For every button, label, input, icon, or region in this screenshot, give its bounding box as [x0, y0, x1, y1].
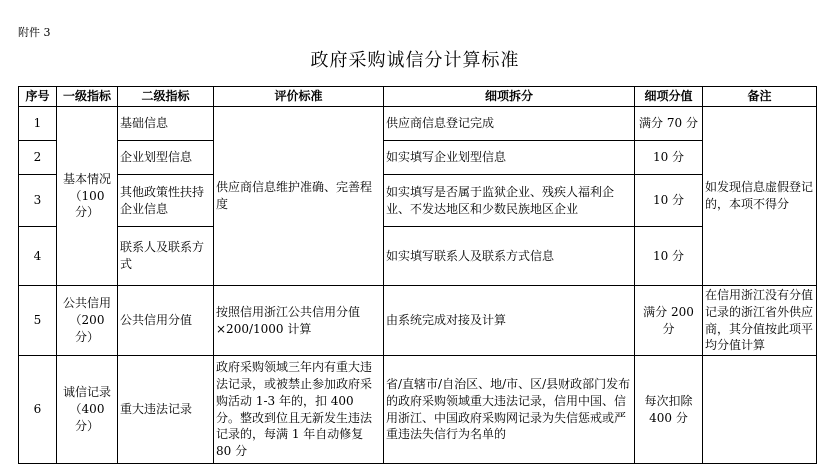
detail-score: 10 分	[635, 141, 703, 175]
level1-indicator: 诚信记录（400 分）	[57, 356, 118, 464]
scoring-table	[18, 86, 817, 464]
detail-breakdown: 如实填写企业划型信息	[384, 141, 635, 175]
detail-breakdown: 由系统完成对接及计算	[384, 286, 635, 356]
detail-score: 10 分	[635, 227, 703, 286]
header-cell: 序号	[19, 87, 57, 107]
level2-indicator: 企业划型信息	[118, 141, 214, 175]
row-number: 3	[19, 175, 57, 227]
level2-indicator: 公共信用分值	[118, 286, 214, 356]
annex-label: 附件 3	[18, 26, 51, 39]
table-row	[19, 107, 817, 141]
remark: 如发现信息虚假登记的，本项不得分	[703, 107, 817, 286]
header-cell: 评价标准	[214, 87, 384, 107]
document-title: 政府采购诚信分计算标准	[310, 50, 520, 71]
row-number: 5	[19, 286, 57, 356]
evaluation-criteria: 供应商信息维护准确、完善程度	[214, 107, 384, 286]
table-row	[19, 141, 817, 175]
detail-score: 满分 70 分	[635, 107, 703, 141]
table-row	[19, 175, 817, 227]
detail-breakdown: 如实填写是否属于监狱企业、残疾人福利企业、不发达地区和少数民族地区企业	[384, 175, 635, 227]
table-row	[19, 227, 817, 286]
detail-score: 每次扣除 400 分	[635, 356, 703, 464]
header-cell: 二级指标	[118, 87, 214, 107]
level1-indicator: 公共信用（200 分）	[57, 286, 118, 356]
detail-breakdown: 省/直辖市/自治区、地/市、区/县财政部门发布的政府采购领域重大违法记录，信用中国、信用浙江、中国政府采购网记录为失信惩戒或严重违法失信行为名单的	[384, 356, 635, 464]
header-cell: 备注	[703, 87, 817, 107]
level2-indicator: 其他政策性扶持企业信息	[118, 175, 214, 227]
row-number: 2	[19, 141, 57, 175]
table-row	[19, 286, 817, 356]
detail-breakdown: 供应商信息登记完成	[384, 107, 635, 141]
remark: 在信用浙江没有分值记录的浙江省外供应商，其分值按此项平均分值计算	[703, 286, 817, 356]
remark	[703, 356, 817, 464]
row-number: 1	[19, 107, 57, 141]
detail-score: 10 分	[635, 175, 703, 227]
level2-indicator: 基础信息	[118, 107, 214, 141]
header-cell: 一级指标	[57, 87, 118, 107]
header-cell: 细项分值	[635, 87, 703, 107]
evaluation-criteria: 按照信用浙江公共信用分值×200/1000 计算	[214, 286, 384, 356]
level2-indicator: 重大违法记录	[118, 356, 214, 464]
table-row	[19, 356, 817, 464]
level1-indicator: 基本情况（100 分）	[57, 107, 118, 286]
header-cell: 细项拆分	[384, 87, 635, 107]
row-number: 6	[19, 356, 57, 464]
row-number: 4	[19, 227, 57, 286]
detail-score: 满分 200 分	[635, 286, 703, 356]
detail-breakdown: 如实填写联系人及联系方式信息	[384, 227, 635, 286]
level2-indicator: 联系人及联系方式	[118, 227, 214, 286]
table-header-row	[19, 87, 817, 107]
evaluation-criteria: 政府采购领域三年内有重大违法记录，或被禁止参加政府采购活动 1-3 年的，扣 400 分。整改到位且无新发生违法记录的，每满 1 年自动修复 80 分	[214, 356, 384, 464]
